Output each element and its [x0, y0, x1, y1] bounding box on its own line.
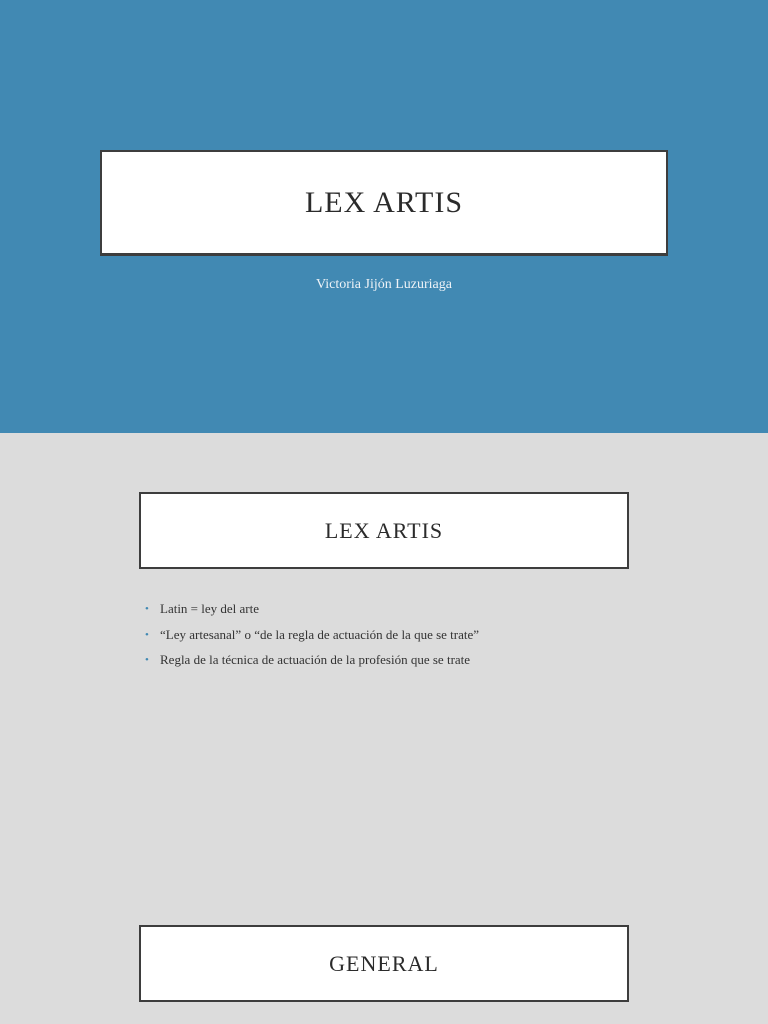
bullet-item	[142, 627, 622, 643]
bullet-item	[142, 652, 622, 668]
slide-title: LEX ARTIS	[100, 150, 668, 256]
content-slide	[0, 433, 768, 1024]
bullet-icon: •	[145, 603, 149, 615]
bullet-icon: •	[145, 654, 149, 666]
bullet-icon: •	[145, 628, 149, 641]
bullet-text: Latin = ley del arte	[160, 601, 260, 616]
bullet-list	[142, 601, 622, 678]
bullet-text: Regla de la técnica de actuación de la profesión que se trate	[160, 652, 471, 667]
author-subtitle: Victoria Jijón Luzuriaga	[315, 277, 452, 292]
bullet-item	[142, 601, 622, 617]
title-slide	[0, 0, 768, 433]
next-section-title: GENERAL	[139, 925, 629, 1002]
bullet-text: “Ley artesanal” o “de la regla de actuación de la que se trate”	[160, 626, 480, 642]
section-title: LEX ARTIS	[139, 492, 629, 569]
